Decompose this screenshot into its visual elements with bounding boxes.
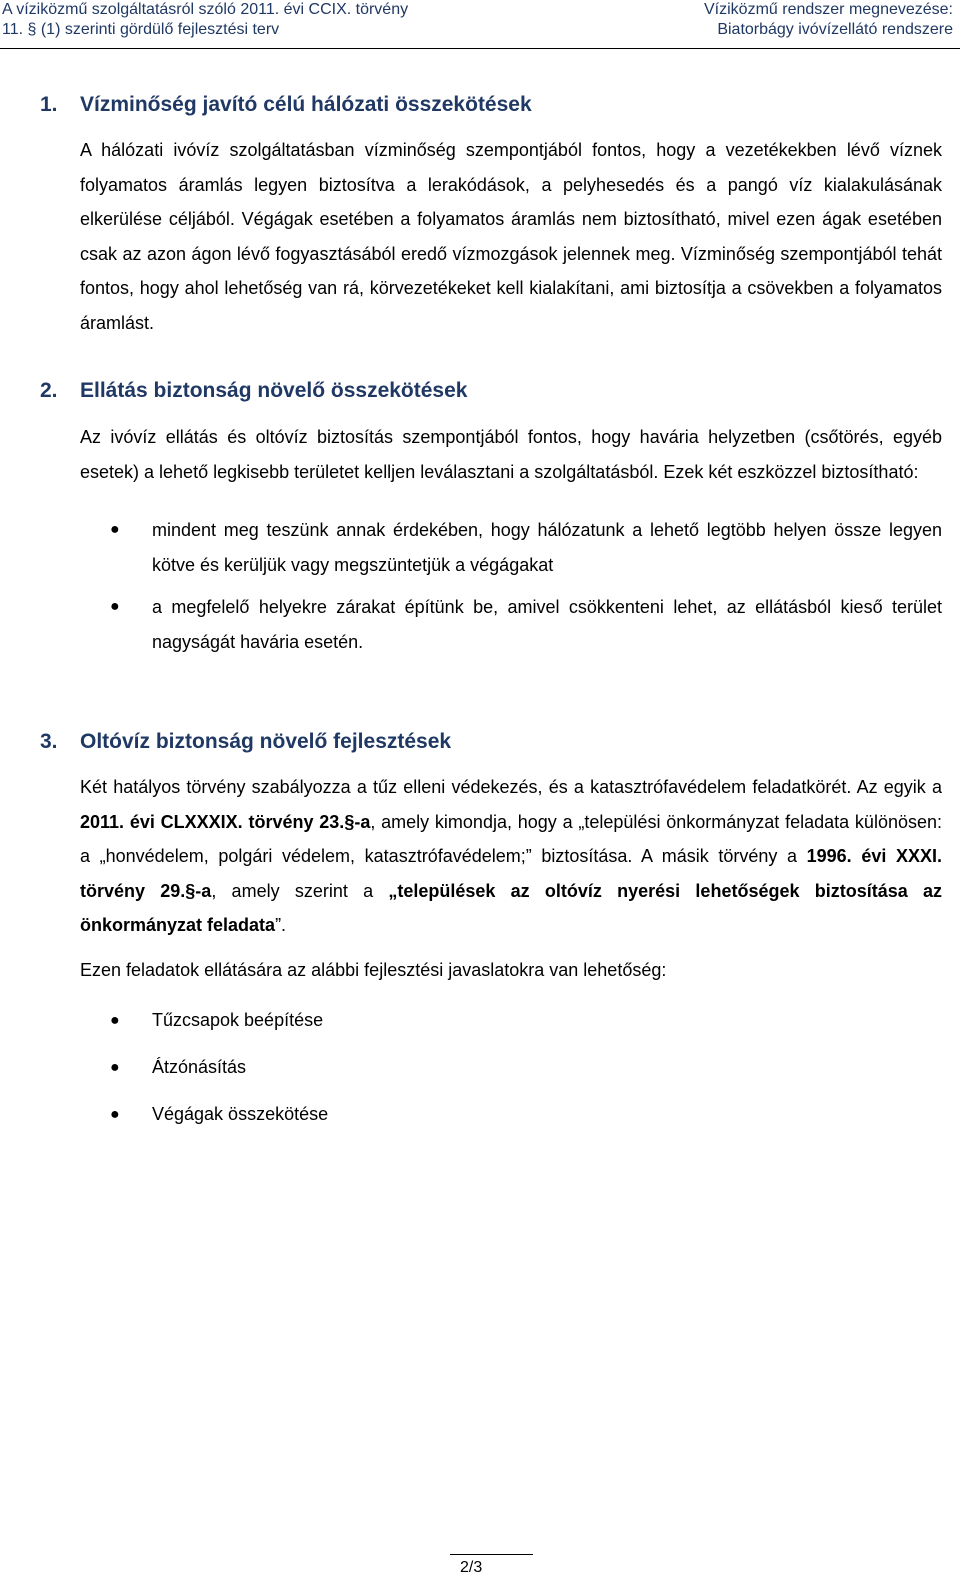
document-body [40, 92, 943, 1138]
section-1-number: 1. [40, 93, 58, 116]
footer-divider [450, 1554, 533, 1555]
section-1-title: Vízminőség javító célú hálózati összekötések [80, 93, 532, 116]
header-system-label: Víziközmű rendszer megnevezése: [704, 1, 953, 18]
header-plan-title: 11. § (1) szerinti gördülő fejlesztési terv [2, 21, 280, 38]
law-reference-2011: 2011. évi CLXXXIX. törvény 23.§-a [80, 811, 371, 832]
header-system-name: Biatorbágy ivóvízellátó rendszere [717, 21, 953, 38]
section-3-heading [40, 729, 942, 755]
page-header [0, 0, 960, 49]
section-2-list [110, 513, 942, 659]
section-2-number: 2. [40, 379, 58, 402]
section-2-title: Ellátás biztonság növelő összekötések [80, 379, 468, 402]
header-law-title: A víziközmű szolgáltatásról szóló 2011. évi CCIX. törvény [2, 1, 409, 18]
section-3-list [110, 997, 942, 1138]
list-item: ● mindent meg teszünk annak érdekében, hogy hálózatunk a lehető legtöbb helyen össze legyen kötve és kerüljük vagy megszüntetjük a végágakat [152, 513, 942, 582]
law-reference-1996: 1996. évi XXXI. törvény 29.§-a [80, 846, 942, 901]
bullet-icon: ● [110, 598, 120, 615]
section-2-heading [40, 378, 942, 404]
section-1-paragraph: A hálózati ivóvíz szolgáltatásban vízminőség szempontjából fontos, hogy a vezetékekben lévő víznek folyamatos áramlás legyen biztosítva a lerakódások, a pelyhesedés és a pangó víz kialakulásának elkerülése céljából. Végágak esetében a folyamatos áramlás nem biztosítható, mivel ezen ágak esetében csak az azon ágon lévő fogyasztásából eredő vízmozgások jelennek meg. Vízminőség szempontjából tehát fontos, hogy ahol lehetőség van rá, körvezetékeket kell kialakítani, ami biztosítja a csövekben a folyamatos áramlást. [80, 140, 942, 333]
list-item: ● Tűzcsapok beépítése [152, 997, 942, 1044]
bullet-icon: ● [110, 1012, 120, 1029]
list-item: ● Átzónásítás [152, 1044, 942, 1091]
list-item: ● Végágak összekötése [152, 1091, 942, 1138]
bullet-icon: ● [110, 1059, 120, 1076]
header-right [704, 0, 953, 40]
section-3-intro: Ezen feladatok ellátására az alábbi fejlesztési javaslatokra van lehetőség: [80, 959, 667, 980]
list-item: ● a megfelelő helyekre zárakat építünk be, amivel csökkenteni lehet, az ellátásból kieső terület nagyságát havária esetén. [152, 590, 942, 659]
bullet-icon: ● [110, 1106, 120, 1123]
page-number: 2/3 [460, 1559, 483, 1576]
bullet-icon: ● [110, 521, 120, 538]
law-quote: „települések az oltóvíz nyerési lehetőségek biztosítása az önkormányzat feladata [80, 880, 943, 935]
header-left [2, 0, 408, 40]
section-1-heading [40, 92, 942, 118]
section-3-number: 3. [40, 730, 58, 753]
section-3-paragraph: Két hatályos törvény szabályozza a tűz elleni védekezés, és a katasztrófavédelem feladatkörét. Az egyik a 2011. évi CLXXXIX. törvény 23.§-a, amely kimondja, hogy a „települési önkormányzat feladata különösen: a „honvédelem, polgári védelem, katasztrófavédelem;” biztosítása. A másik törvény a 1996. évi XXXI. törvény 29.§-a, amely szerint a „települések az oltóvíz nyerési lehetőségek biztosítása az önkormányzat feladata”. [80, 777, 943, 935]
section-2-paragraph: Az ivóvíz ellátás és oltóvíz biztosítás szempontjából fontos, hogy havária helyzetben (csőtörés, egyéb esetek) a lehető legkisebb területet kelljen leválasztani a szolgáltatásból. Ezek két eszközzel biztosítható: [80, 427, 942, 482]
section-3-title: Oltóvíz biztonság növelő fejlesztések [80, 730, 452, 753]
